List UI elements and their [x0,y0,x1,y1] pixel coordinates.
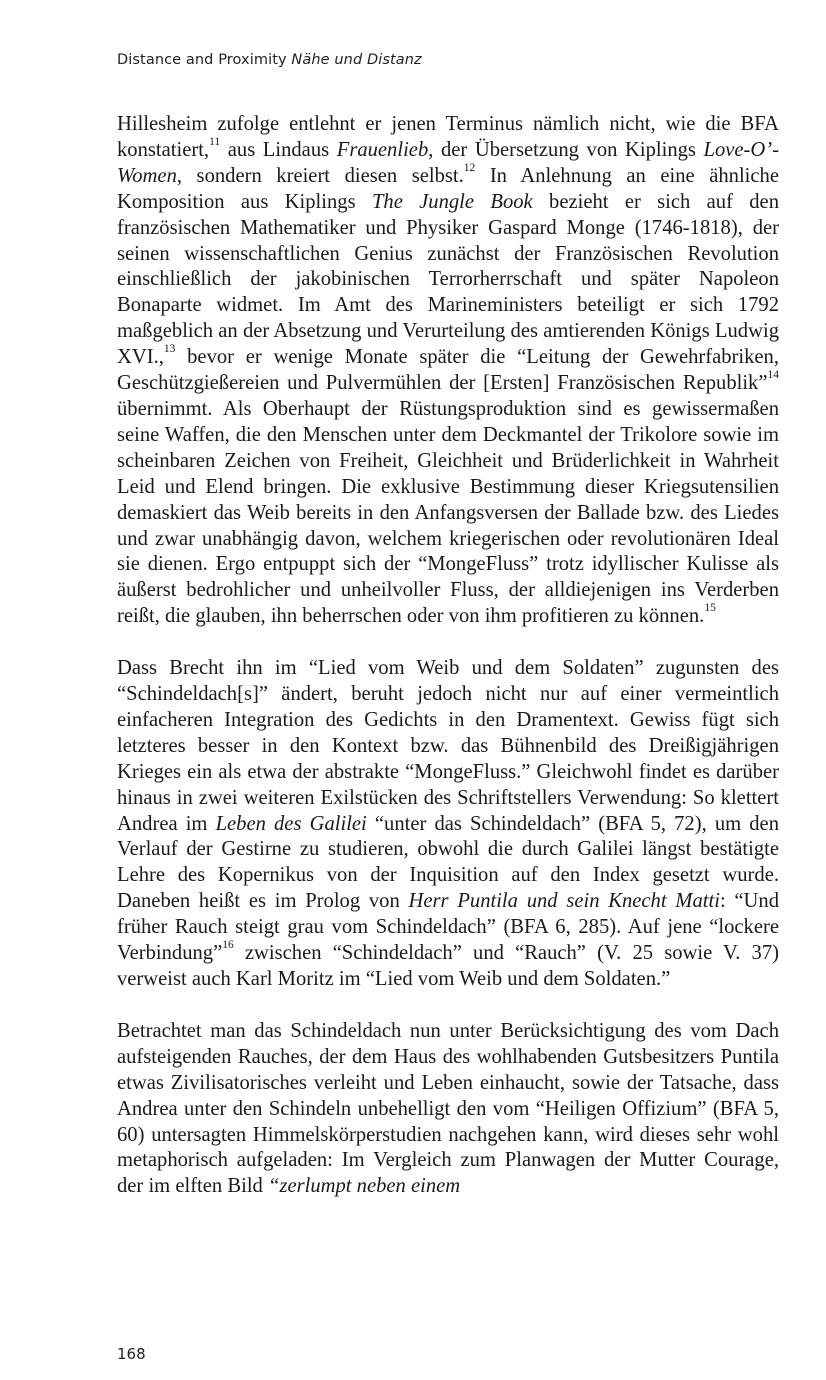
footnote-ref: 12 [463,161,476,174]
footnote-ref: 15 [704,602,716,615]
text-run: In Anlehnung an eine ähnliche Komposition aus Kiplings [117,164,779,213]
italic-text: Leben des Galilei [215,812,367,835]
header-title-en: Distance and Proximity [117,52,287,68]
page-number: 168 [117,1345,146,1363]
text-run: zwischen “Schindeldach” und “Rauch” (V. 25 sowie V. 37) verweist auch Karl Moritz im “Lied vom Weib und dem Soldaten.” [117,942,779,990]
text-run: Betrachtet man das Schindeldach nun unter Berücksichtigung des vom Dach aufsteigenden Rauches, der dem Haus des wohlhabenden Gutsbesitzers Puntila etwas Zivilisatorisches verleiht und Leben einhaucht, sowie der Tatsache, dass Andrea unter den Schindeln unbehelligt den vom “Heiligen Offizium” (BFA 5, 60) untersagten Himmelskörperstudien nachgehen kann, wird dieses sehr wohl metaphorisch aufgeladen: Im Vergleich zum Planwagen der Mutter Courage, der im elften Bild [117,1019,779,1198]
footnote-ref: 16 [222,939,234,952]
text-run: Hillesheim zufolge entlehnt er jenen Terminus nämlich nicht, wie die BFA konstatiert, [117,113,779,161]
italic-text: Herr Puntila und sein Knecht Matti [408,890,720,913]
text-run: , sondern kreiert diesen selbst. [176,164,464,187]
paragraph [117,1019,779,1200]
text-run: : “Und früher Rauch steigt grau vom Schindeldach” (BFA 6, 285). Auf jene “lockere Verbindung” [117,890,780,965]
text-run: , der Übersetzung von Kiplings [428,138,704,161]
text-run: aus Lindaus [220,138,337,161]
italic-text: Frauenlieb [336,138,429,161]
text-run: Dass Brecht ihn im “Lied vom Weib und dem Soldaten” zugunsten des “Schindeldach[s]” ändert, beruht jedoch nicht nur auf einer vermeintlich einfacheren Integration des Gedichts in den Dramentext. Gewiss fügt sich letzteres besser in den Kontext bzw. das Bühnenbild des Dreißigjährigen Krieges ein als etwa der abstrakte “MongeFluss.” Gleichwohl findet es darüber hinaus in zwei weiteren Exilstücken des Schriftstellers Verwendung: So klettert Andrea im [117,657,779,835]
italic-text: Love-O’-Women [117,138,780,187]
paragraph [117,112,779,630]
text-run: übernimmt. Als Oberhaupt der Rüstungsproduktion sind es gewissermaßen seine Waffen, die den Menschen unter dem Deckmantel der Trikolore sowie im scheinbaren Zeichen von Freiheit, Gleichheit und Brüderlichkeit in Wahrheit Leid und Elend bringen. Die exklusive Bestimmung dieser Kriegsutensilien demaskiert das Weib bereits in den Anfangsversen der Ballade bzw. des Liedes und zwar unabhängig davon, welchem kriegerischen oder revolutionären Ideal sie dienen. Ergo entpuppt sich der “MongeFluss” trotz idyllischer Kulisse als äußerst bedrohlicher und unheilvoller Fluss, der alldiejenigen ins Verderben reißt, die glauben, ihn beherrschen oder von ihm profitieren zu können. [117,397,779,628]
body-text [117,112,779,1200]
header-title-de: Nähe und Distanz [291,52,422,68]
italic-text: The Jungle Book [371,190,533,213]
footnote-ref: 11 [209,135,221,148]
paragraph [117,656,779,993]
text-run: bevor er wenige Monate später die “Leitung der Gewehrfabriken, Geschützgießereien und Pulvermühlen der [Ersten] Französischen Republik” [117,346,779,395]
text-run: bezieht er sich auf den französischen Mathematiker und Physiker Gaspard Monge (1746-1818), der seinen wissenschaftlichen Genius zunächst der Französischen Revolution einschließlich der jakobinischen Terrorherrschaft und später Napoleon Bonaparte widmet. Im Amt des Marineministers beteiligt er sich 1792 maßgeblich an der Absetzung und Verurteilung des amtierenden Königs Ludwig XVI., [117,190,779,369]
footnote-ref: 13 [163,343,176,356]
running-header [117,52,422,68]
footnote-ref: 14 [767,369,779,382]
text-run: “unter das Schindeldach” (BFA 5, 72), um den Verlauf der Gestirne zu studieren, obwohl die durch Galilei längst bestätigte Lehre des Kopernikus von der Inquisition auf den Index gesetzt wurde. Daneben heißt es im Prolog von [117,812,779,913]
italic-text: “zerlumpt neben einem [267,1175,461,1198]
